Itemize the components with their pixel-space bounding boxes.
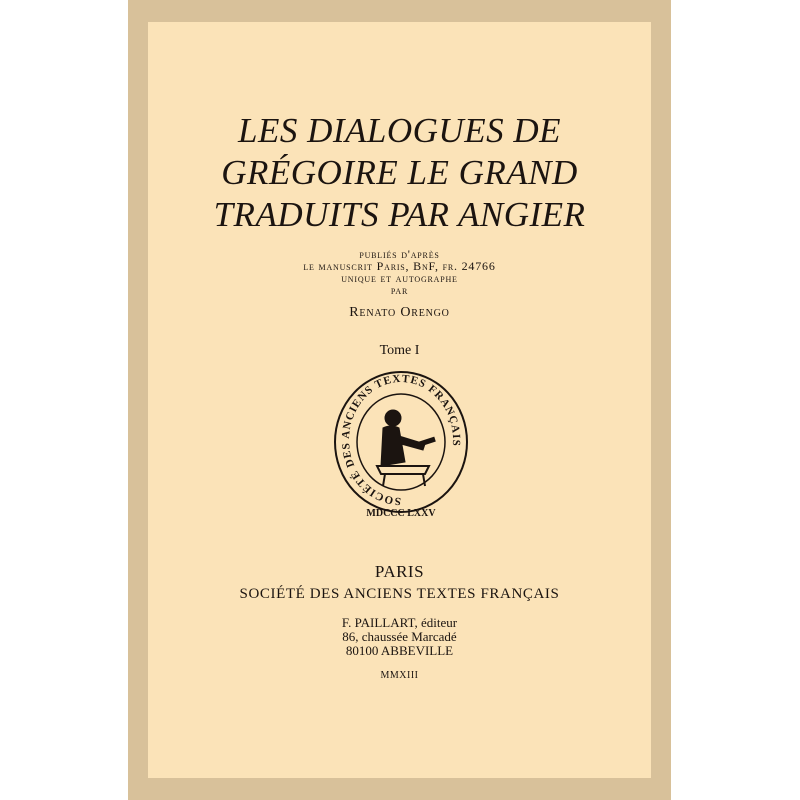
title-line-3: TRADUITS PAR ANGIER <box>213 195 586 234</box>
title-line-1: LES DIALOGUES DE <box>238 111 561 150</box>
subtitle-line-3: unique et autographe <box>341 271 458 285</box>
publisher-line-1: F. PAILLART, éditeur <box>341 615 458 630</box>
subtitle-line-2: le manuscrit Paris, BnF, fr. 24766 <box>303 259 496 273</box>
seal-ring-text: SOCIÉTÉ DES ANCIENS TEXTES FRANÇAIS <box>339 372 463 508</box>
publisher-line-2: 86, chaussée Marcadé <box>342 629 457 644</box>
author-name: Renato Orengo <box>349 305 450 320</box>
volume-label: Tome I <box>379 343 420 358</box>
subtitle <box>148 248 651 296</box>
title-line-2: GRÉGOIRE LE GRAND <box>221 153 578 192</box>
publisher-society: SOCIÉTÉ DES ANCIENS TEXTES FRANÇAIS <box>239 586 560 602</box>
society-seal-icon <box>325 370 477 522</box>
book-title <box>148 110 651 236</box>
publisher-line-3: 80100 ABBEVILLE <box>345 643 454 658</box>
subtitle-line-4: par <box>390 283 409 297</box>
publication-year: MMXIII <box>380 670 419 681</box>
book-cover <box>148 22 651 778</box>
subtitle-line-1: publiés d'après <box>359 247 440 261</box>
publisher-address <box>148 616 651 658</box>
seal-bottom-text: MDCCC LXXV <box>366 508 436 519</box>
publication-city: PARIS <box>374 562 425 581</box>
